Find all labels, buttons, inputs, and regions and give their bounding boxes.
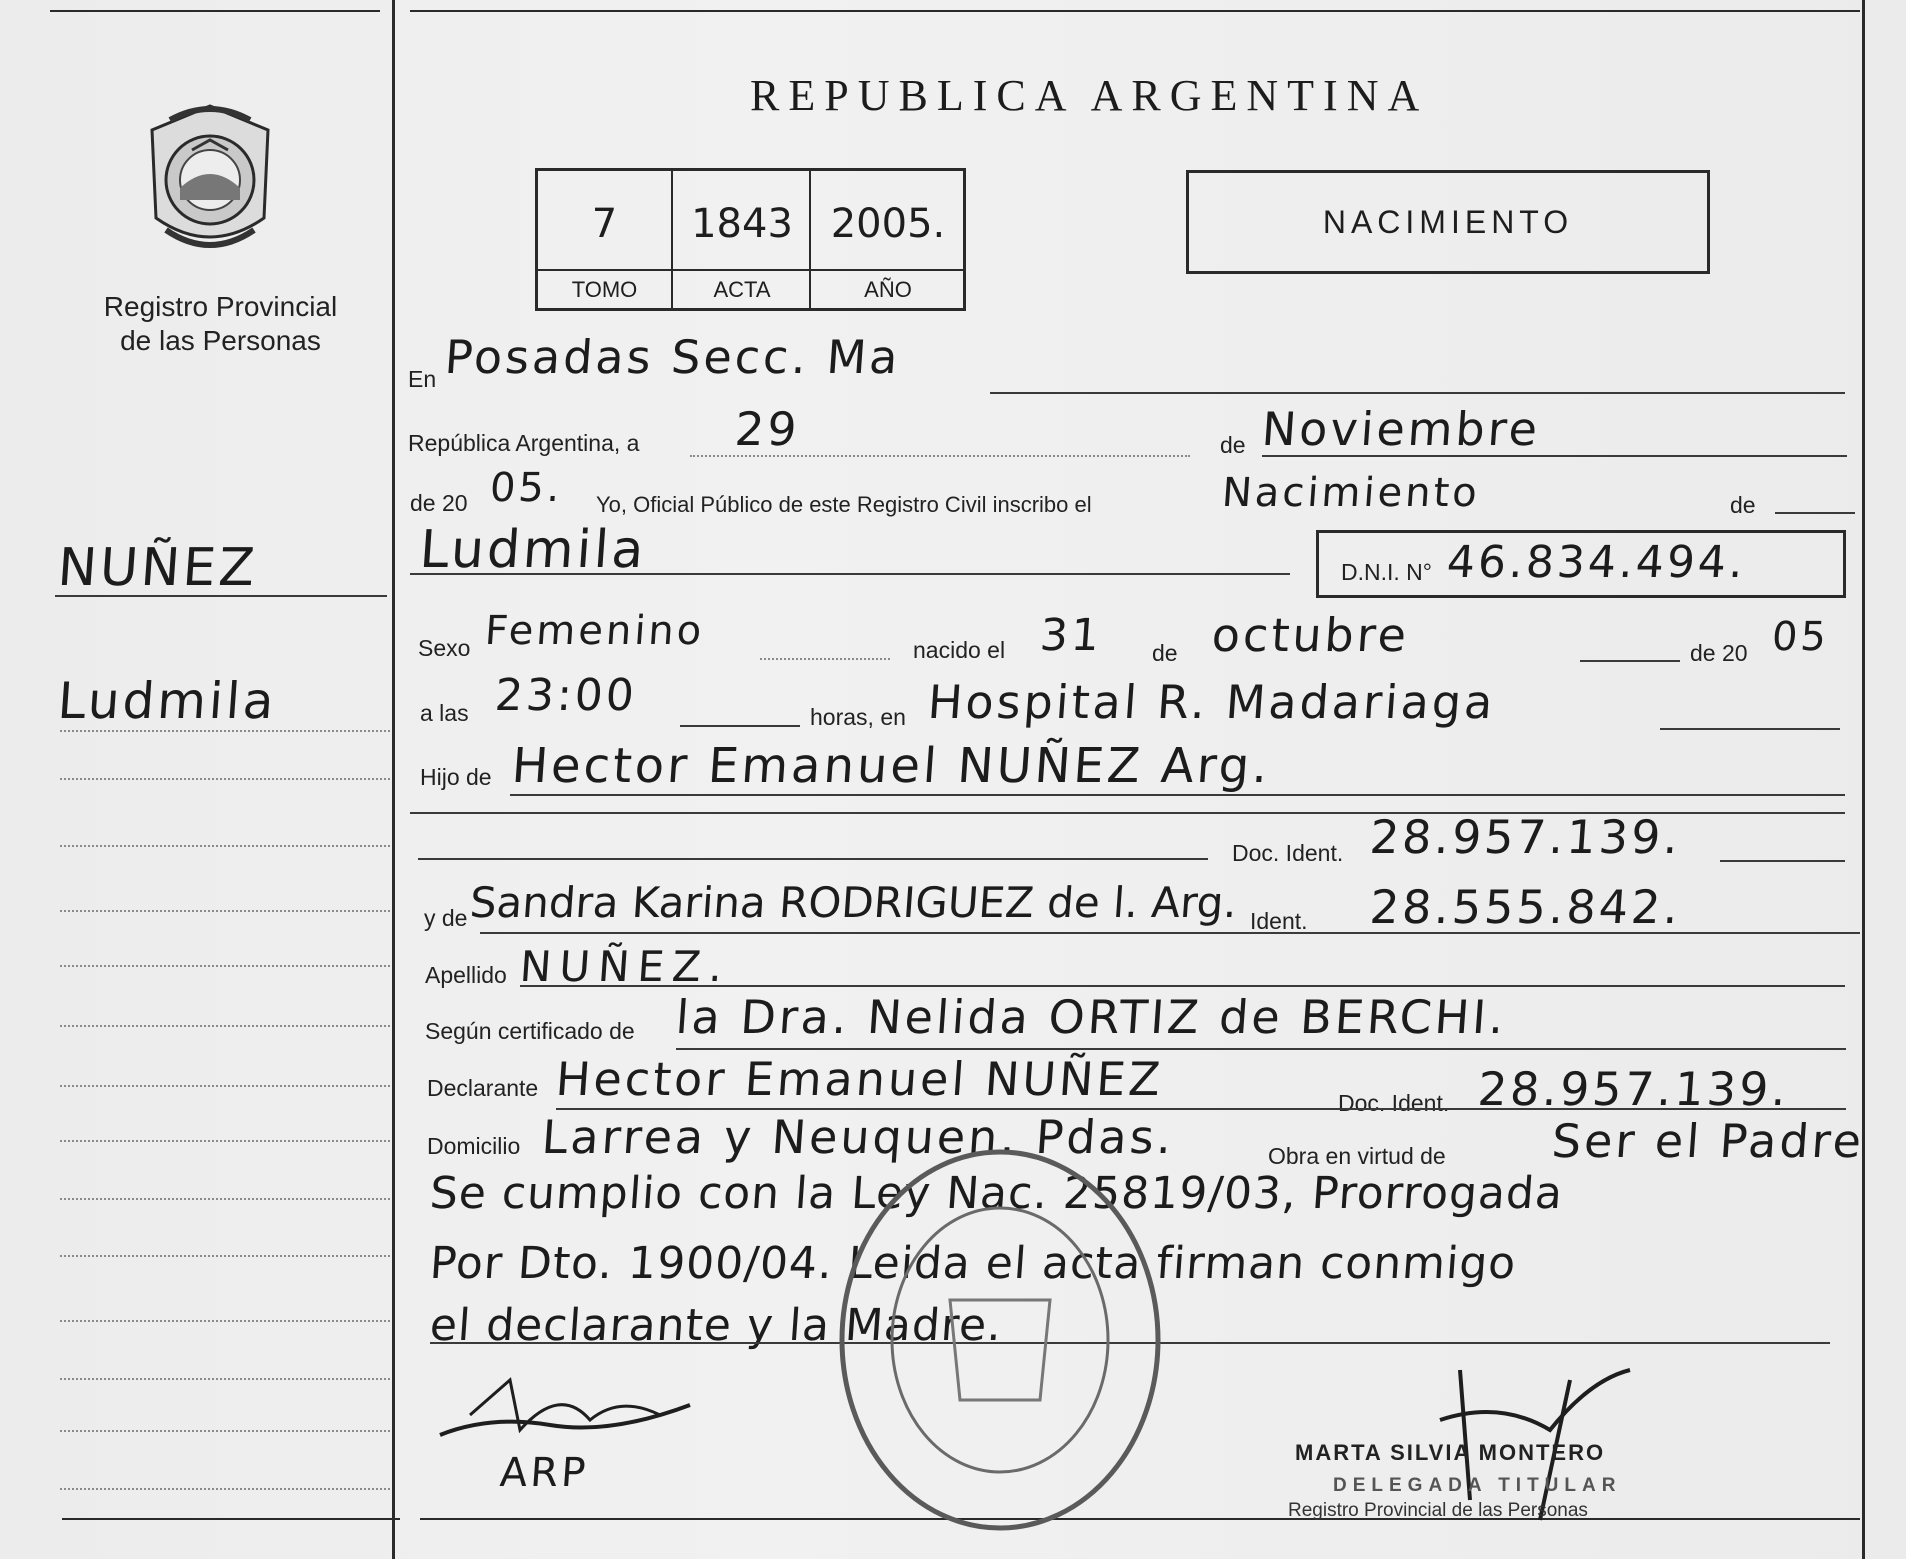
- acta-value: 1843: [691, 201, 793, 247]
- place-rule: [990, 392, 1845, 394]
- dni-label: D.N.I. N°: [1341, 559, 1432, 585]
- father-doc-rule-left: [418, 858, 1208, 860]
- official-org: Registro Provincial de las Personas: [1288, 1500, 1588, 1521]
- top-rule: [410, 10, 1860, 12]
- day-value: 29: [733, 402, 802, 456]
- apellido-value: NUÑEZ.: [518, 942, 732, 991]
- acta-cell: [671, 171, 811, 311]
- address-value: Larrea y Neuquen. Pdas.: [540, 1110, 1177, 1164]
- margin-top-rule: [50, 10, 380, 12]
- segun-label: Según certificado de: [425, 1018, 635, 1044]
- obra-label: Obra en virtud de: [1268, 1143, 1446, 1169]
- father-doc-rule: [1720, 860, 1845, 862]
- en-label: En: [408, 366, 437, 392]
- year-label: de 20: [410, 490, 468, 516]
- dni-box: [1316, 530, 1846, 598]
- margin-dots-14: [60, 1488, 390, 1490]
- left-initials: ARP: [498, 1450, 590, 1496]
- official-title: DELEGADA TITULAR: [1333, 1475, 1622, 1496]
- event-value: Nacimiento: [1220, 470, 1482, 516]
- birth-year-value: 05: [1770, 614, 1831, 660]
- sexo-value: Femenino: [483, 608, 706, 654]
- time-rule: [680, 725, 800, 727]
- birth-day-value: 31: [1038, 610, 1104, 661]
- margin-dots-11: [60, 1320, 390, 1322]
- margin-bottom-rule: [62, 1518, 400, 1520]
- apellido-rule: [520, 985, 1845, 987]
- yde-label: y de: [424, 905, 468, 931]
- sexo-dots: [760, 658, 890, 660]
- act-number-box: [535, 168, 966, 311]
- margin-dots-13: [60, 1430, 390, 1432]
- place-value: Posadas Secc. Ma: [443, 330, 903, 384]
- margin-dots-8: [60, 1140, 390, 1142]
- margin-dots-7: [60, 1085, 390, 1087]
- ident-label: Ident.: [1250, 908, 1308, 934]
- apellido-label: Apellido: [425, 962, 507, 988]
- month-value: Noviembre: [1260, 402, 1542, 456]
- margin-rule-1: [55, 595, 387, 597]
- margin-divider: [392, 0, 395, 1559]
- margin-dots-4: [60, 910, 390, 912]
- horas-label: horas, en: [810, 704, 906, 730]
- domicilio-label: Domicilio: [427, 1133, 521, 1159]
- tomo-cell: [538, 171, 671, 311]
- margin-dots-12: [60, 1378, 390, 1380]
- year-value: 05.: [488, 465, 565, 511]
- margin-surname: NUÑEZ: [55, 538, 260, 598]
- anio-cell: [809, 171, 965, 311]
- right-border: [1862, 0, 1865, 1559]
- birth-place-value: Hospital R. Madariaga: [926, 675, 1498, 729]
- margin-dots-2: [60, 778, 390, 780]
- month-rule: [1262, 455, 1847, 457]
- note-line-2: Por Dto. 1900/04. Leida el acta firman conmigo: [428, 1238, 1518, 1289]
- anio-value: 2005.: [830, 201, 946, 247]
- birth-month-value: octubre: [1210, 608, 1411, 662]
- father-rule: [510, 794, 1845, 796]
- act-type: NACIMIENTO: [1322, 203, 1574, 240]
- mother-value: Sandra Karina RODRIGUEZ de l. Arg.: [468, 878, 1239, 927]
- time-value: 23:00: [493, 670, 639, 721]
- republica-label: República Argentina, a: [408, 430, 640, 456]
- hijo-label: Hijo de: [420, 764, 492, 790]
- child-name-value: Ludmila: [417, 520, 649, 580]
- birth-year-label: de 20: [1690, 640, 1748, 666]
- margin-dots-10: [60, 1255, 390, 1257]
- margin-dots-5: [60, 965, 390, 967]
- father-value: Hector Emanuel NUÑEZ Arg.: [510, 738, 1273, 794]
- sexo-label: Sexo: [418, 635, 471, 661]
- de-label-3: de: [1152, 640, 1178, 666]
- margin-dots-6: [60, 1025, 390, 1027]
- dni-value: 46.834.494.: [1445, 537, 1748, 588]
- provincial-seal-icon: [140, 100, 280, 260]
- country-title: REPUBLICA ARGENTINA: [750, 71, 1429, 120]
- margin-dots-9: [60, 1198, 390, 1200]
- declarant-value: Hector Emanuel NUÑEZ: [554, 1052, 1165, 1106]
- de-label: de: [1220, 432, 1246, 458]
- registry-name: Registro Provincial de las Personas: [103, 291, 338, 356]
- mother-rule: [480, 932, 1860, 934]
- tomo-label: TOMO: [538, 269, 671, 303]
- nacido-label: nacido el: [913, 637, 1006, 663]
- official-stamp-icon: [830, 1140, 1170, 1540]
- note-line-1: Se cumplio con la Ley Nac. 25819/03, Prorrogada: [428, 1168, 1565, 1219]
- declarant-doc-value: 28.957.139.: [1476, 1062, 1791, 1116]
- certificate-rule: [676, 1048, 1846, 1050]
- birth-place-rule: [1660, 728, 1840, 730]
- margin-dots-1: [60, 730, 390, 732]
- child-name-rule: [410, 573, 1290, 575]
- de-label-2: de: [1730, 492, 1756, 518]
- father-doc-value: 28.957.139.: [1368, 810, 1683, 864]
- event-rule: [1775, 512, 1855, 514]
- acta-label: ACTA: [673, 269, 811, 303]
- certificate-value: la Dra. Nelida ORTIZ de BERCHI.: [674, 990, 1509, 1044]
- yo-oficial-label: Yo, Oficial Público de este Registro Civil inscribo el: [596, 492, 1092, 517]
- declarante-label: Declarante: [427, 1075, 539, 1101]
- birth-month-rule: [1580, 660, 1680, 662]
- mother-doc-value: 28.555.842.: [1368, 880, 1683, 934]
- day-dots: [690, 455, 1190, 457]
- doc-label: Doc. Ident.: [1232, 840, 1344, 866]
- capacity-value: Ser el Padre: [1550, 1114, 1866, 1168]
- margin-dots-3: [60, 845, 390, 847]
- anio-label: AÑO: [811, 269, 965, 303]
- official-name: MARTA SILVIA MONTERO: [1295, 1440, 1606, 1465]
- act-type-box: [1186, 170, 1710, 274]
- margin-given-name: Ludmila: [55, 672, 279, 730]
- doc-label-2: Doc. Ident.: [1338, 1090, 1450, 1116]
- tomo-value: 7: [591, 201, 618, 247]
- alas-label: a las: [420, 700, 469, 726]
- note-line-3: el declarante y la Madre.: [428, 1300, 1004, 1351]
